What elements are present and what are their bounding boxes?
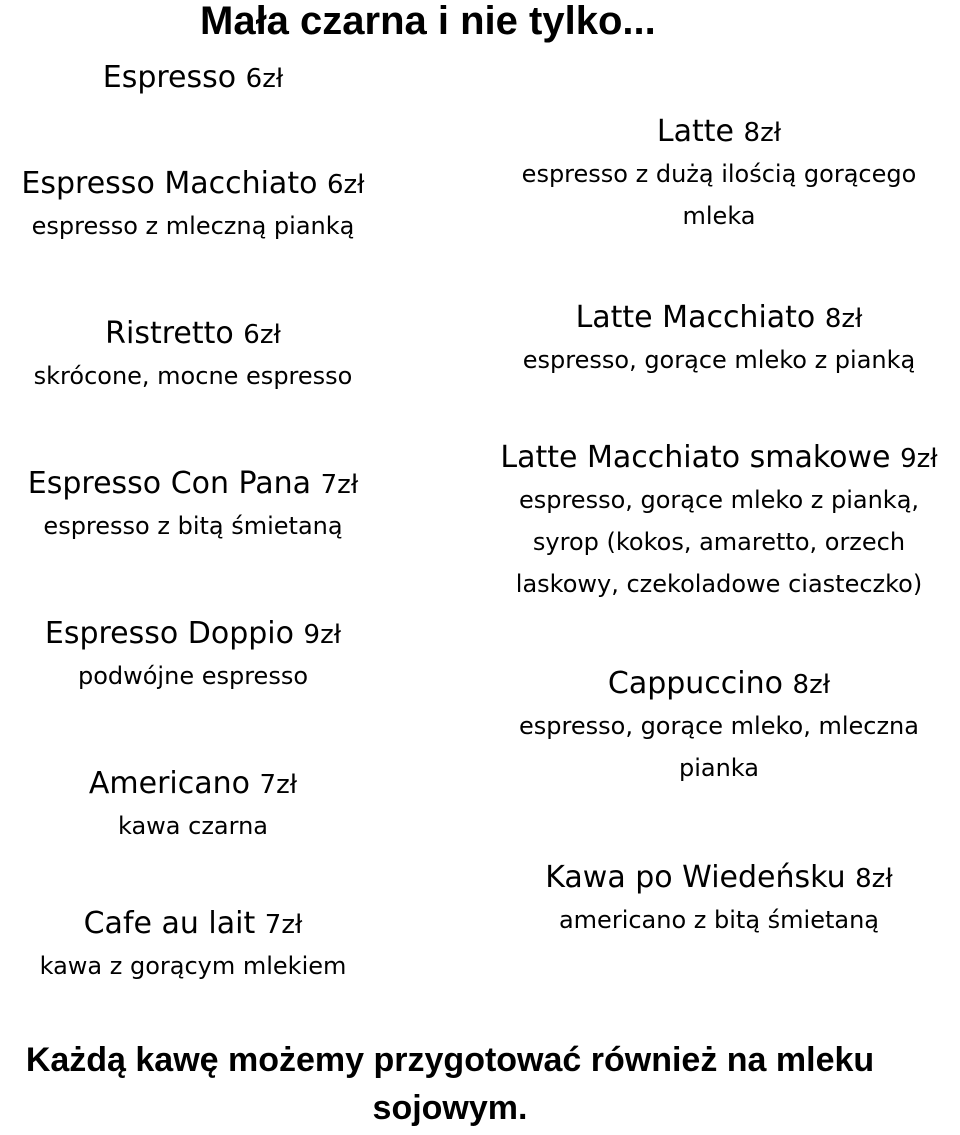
item-name: Kawa po Wiedeńsku 8zł (545, 860, 893, 895)
item-name: Espresso Con Pana 7zł (27, 466, 359, 501)
item-price: 8zł (743, 118, 782, 148)
menu-item-kawa-po-wiedensku (478, 858, 960, 941)
item-description: espresso z dużą ilością gorącego mleka (521, 160, 917, 230)
menu-item-cappuccino (478, 664, 960, 789)
item-price: 9zł (900, 444, 938, 474)
item-price: 8zł (855, 864, 893, 894)
item-name: Cappuccino 8zł (607, 666, 831, 701)
item-name: Latte 8zł (656, 114, 782, 149)
item-price: 7zł (259, 770, 298, 800)
item-name: Latte Macchiato 8zł (575, 300, 863, 335)
item-price: 6zł (245, 64, 284, 94)
menu-item-espresso-con-pana (0, 464, 386, 547)
item-description: espresso z bitą śmietaną (43, 512, 343, 540)
item-price: 9zł (303, 620, 342, 650)
menu-item-cafe-au-lait (0, 904, 386, 987)
menu-item-ristretto (0, 314, 386, 397)
menu-item-latte (478, 112, 960, 237)
item-description: kawa czarna (117, 812, 268, 840)
item-name: Espresso Macchiato 6zł (21, 166, 365, 201)
item-description: espresso, gorące mleko z pianką, syrop (kokos, amaretto, orzech laskowy, czekoladowe ciasteczko) (515, 486, 923, 598)
item-price: 8zł (824, 304, 863, 334)
menu-item-latte-macchiato-smakowe (478, 438, 960, 605)
item-description: skrócone, mocne espresso (33, 362, 353, 390)
item-price: 8zł (792, 670, 831, 700)
item-name: Cafe au lait 7zł (83, 906, 303, 941)
menu-item-latte-macchiato (478, 298, 960, 381)
item-description: espresso z mleczną pianką (31, 212, 355, 240)
item-name: Americano 7zł (88, 766, 298, 801)
item-price: 7zł (320, 470, 359, 500)
item-name: Ristretto 6zł (105, 316, 281, 351)
item-name: Latte Macchiato smakowe 9zł (500, 440, 938, 475)
item-price: 7zł (264, 910, 303, 940)
item-price: 6zł (326, 170, 365, 200)
menu-title: Mała czarna i nie tylko... (200, 0, 656, 43)
menu-item-espresso (0, 58, 386, 99)
soy-milk-note: Każdą kawę możemy przygotować również na mleku sojowym. (25, 1041, 875, 1127)
item-name: Espresso Doppio 9zł (44, 616, 342, 651)
item-description: kawa z gorącym mlekiem (39, 952, 347, 980)
item-description: espresso, gorące mleko z pianką (522, 346, 916, 374)
menu-item-americano (0, 764, 386, 847)
menu-item-espresso-doppio (0, 614, 386, 697)
item-description: podwójne espresso (77, 662, 309, 690)
item-name: Espresso 6zł (102, 60, 284, 95)
item-description: espresso, gorące mleko, mleczna pianka (519, 712, 919, 782)
item-description: americano z bitą śmietaną (558, 906, 880, 934)
item-price: 6zł (243, 320, 281, 350)
menu-item-espresso-macchiato (0, 164, 386, 247)
